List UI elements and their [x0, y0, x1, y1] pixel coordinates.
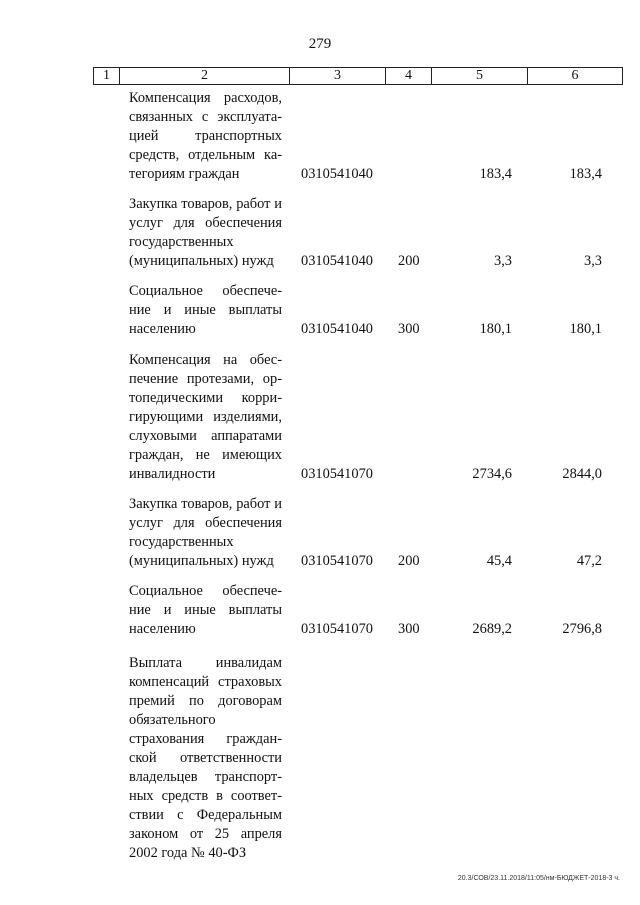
row-code: 0310541040	[301, 253, 373, 269]
row-description: Закупка товаров, работ и услуг для обеспечения государственных (муниципальных) нужд	[129, 496, 282, 569]
row-type: 300	[398, 621, 420, 637]
row-code: 0310541040	[301, 166, 373, 182]
row-code: 0310541070	[301, 621, 373, 637]
row-value-col6: 47,2	[576, 553, 602, 569]
row-value-col5: 2689,2	[472, 621, 512, 637]
row-value-col6: 2796,8	[562, 621, 602, 637]
row-description: Социальное обеспечение и иные выплаты населению	[129, 283, 282, 337]
row-value-col6: 3,3	[584, 253, 602, 269]
column-header-6: 6	[571, 68, 579, 83]
document-footer: 20.3/СОВ/23.11.2018/11:05/нм-БЮДЖЕТ-2018-3 ч.	[457, 875, 620, 882]
row-type: 200	[398, 253, 420, 269]
page-number: 279	[308, 36, 332, 52]
row-value-col6: 2844,0	[562, 466, 602, 482]
column-header-3: 3	[290, 68, 386, 84]
row-value-col5: 183,4	[479, 166, 512, 182]
row-type: 300	[398, 321, 420, 337]
row-value-col5: 45,4	[486, 553, 512, 569]
row-description: Компенсация на обеспечение протезами, ортопедическими корригирующими изделиями, слуховыми аппаратами граждан, не имеющих инвалидности	[129, 352, 282, 482]
column-header-row	[93, 67, 623, 85]
row-code: 0310541070	[301, 553, 373, 569]
row-value-col5: 180,1	[479, 321, 512, 337]
row-description: Социальное обеспечение и иные выплаты населению	[129, 583, 282, 637]
row-value-col5: 3,3	[494, 253, 512, 269]
row-type: 200	[398, 553, 420, 569]
row-value-col5: 2734,6	[472, 466, 512, 482]
row-description: Выплата инвалидам компенсаций страховых премий по договорам обязательного страхования гражданской ответственности владельцев транспортных средств в соответствии с Федеральным законом от 25 апреля 2002 года № 40-ФЗ	[129, 655, 282, 861]
row-value-col6: 180,1	[569, 321, 602, 337]
row-code: 0310541040	[301, 321, 373, 337]
row-description: Закупка товаров, работ и услуг для обеспечения государственных (муниципальных) нужд	[129, 196, 282, 269]
row-code: 0310541070	[301, 466, 373, 482]
column-header-2: 2	[120, 68, 290, 84]
row-description: Компенсация расходов, связанных с эксплуатацией транспортных средств, отдельным категориям граждан	[129, 90, 282, 182]
column-header-5: 5	[432, 68, 528, 84]
column-header-4: 4	[386, 68, 432, 84]
column-header-1: 1	[94, 68, 120, 84]
row-value-col6: 183,4	[569, 166, 602, 182]
